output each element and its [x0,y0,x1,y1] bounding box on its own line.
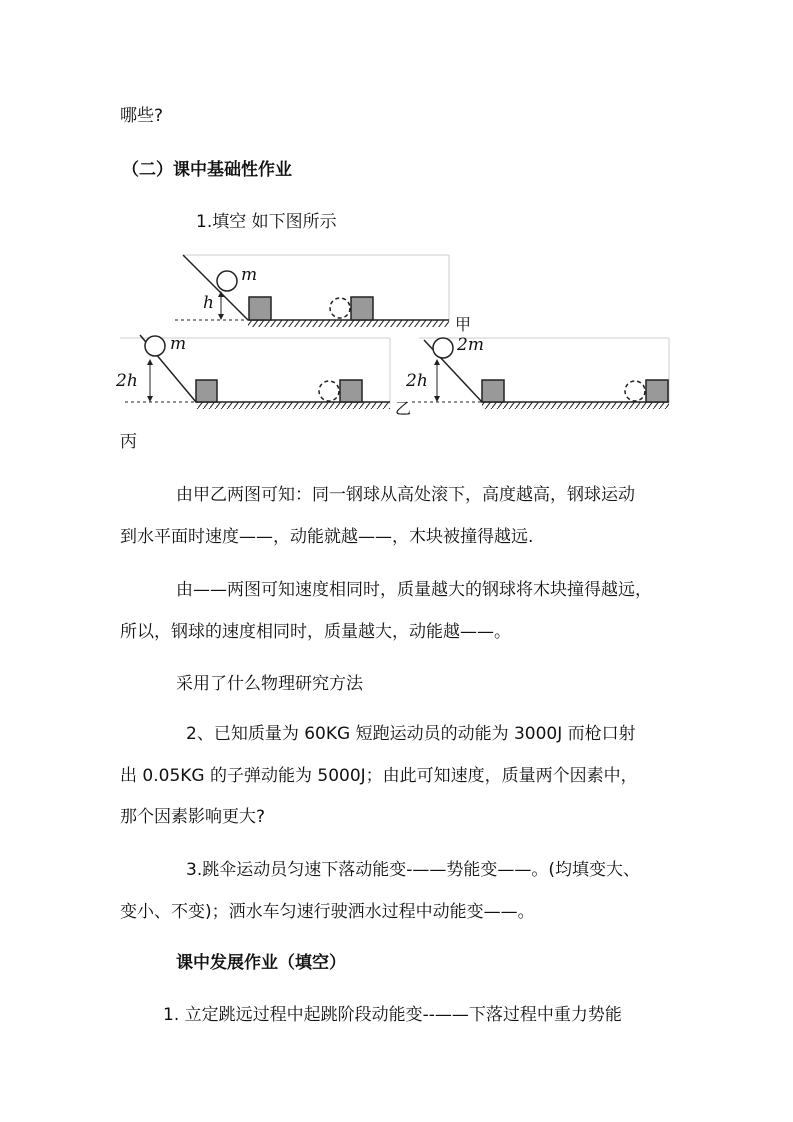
tag-jia: 甲 [455,315,472,334]
text-line-6: 由——两图可知速度相同时，质量越大的钢球将木块撞得越远， [176,580,652,600]
dashed-ball-icon [319,381,339,401]
question-2-line-3: 那个因素影响更大? [120,807,266,827]
mass-label-bing: 2m [457,335,484,355]
mass-label-yi: m [170,334,187,354]
height-label-jia: h [203,293,214,313]
physics-figure [0,0,793,460]
section-heading-basic: （二）课中基础性作业 [122,160,292,180]
wood-block-moved [646,380,668,402]
height-label-bing: 2h [406,371,428,391]
ball-icon [145,336,165,356]
text-line-0: 哪些? [120,106,164,126]
ball-icon [433,338,453,358]
section-heading-development: 课中发展作业（填空） [176,953,346,973]
text-line-4: 由甲乙两图可知：同一钢球从高处滚下，高度越高，钢球运动 [176,485,635,505]
mass-label-jia: m [241,265,258,285]
question-3-line-1: 3.跳伞运动员匀速下落动能变-——势能变——。(均填变大、 [186,860,640,880]
text-line-5: 到水平面时速度——，动能就越——，木块被撞得越远. [120,527,534,547]
question-2-line-2: 出 0.05KG 的子弹动能为 5000J；由此可知速度，质量两个因素中， [120,766,638,786]
wood-block-moved [340,380,362,402]
text-line-7: 所以，钢球的速度相同时，质量越大，动能越——。 [120,622,511,642]
question-1-intro: 1.填空 如下图所示 [196,212,337,232]
diagram-yi [115,334,411,418]
wood-block [482,380,504,402]
question-2-line-1: 2、已知质量为 60KG 短跑运动员的动能为 3000J 而枪口射 [186,724,636,744]
diagram-bing [405,335,669,409]
wood-block [196,380,217,402]
wood-block-moved [351,297,373,320]
wood-block [249,297,271,320]
height-label-yi: 2h [116,371,138,391]
dashed-ball-icon [330,298,350,318]
tag-bing: 丙 [120,432,137,452]
question-3-line-2: 变小、不变)；洒水车匀速行驶洒水过程中动能变——。 [120,902,535,922]
ball-icon [217,271,237,291]
tag-yi: 乙 [395,399,412,418]
diagram-jia [175,255,471,334]
dashed-ball-icon [625,381,645,401]
text-line-8: 采用了什么物理研究方法 [176,674,363,694]
development-question-1: 1. 立定跳远过程中起跳阶段动能变--——下落过程中重力势能 [163,1005,622,1025]
